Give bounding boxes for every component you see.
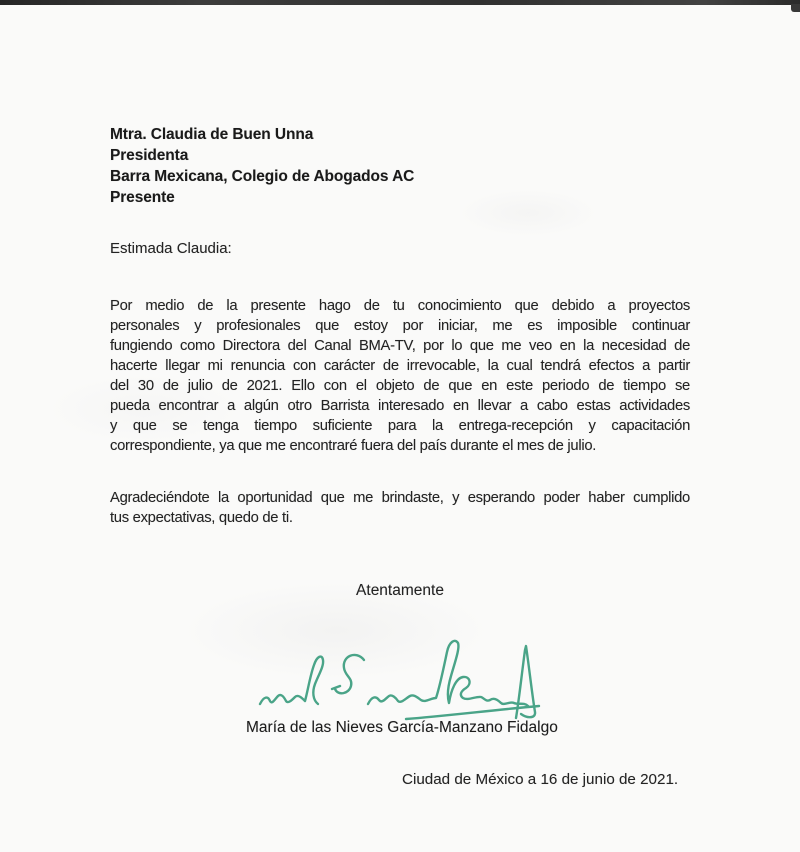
recipient-name: Mtra. Claudia de Buen Unna — [110, 126, 314, 143]
recipient-block — [110, 124, 414, 208]
paragraph-line: y que se tenga tiempo suficiente para la entrega-recepción y capacitación — [110, 418, 690, 434]
signature-ink-strokes — [260, 641, 539, 719]
signatory-name: María de las Nieves García-Manzano Fidalgo — [246, 719, 558, 736]
scan-top-edge-artifact — [0, 0, 800, 5]
scan-corner-artifact — [791, 4, 800, 12]
paragraph-line: tus expectativas, quedo de ti. — [110, 510, 293, 526]
paragraph-line: hacerte llegar mi renuncia con carácter de irrevocable, la cual tendrá efectos a partir — [110, 358, 690, 374]
paragraph-line: correspondiente, ya que me encontraré fuera del país durante el mes de julio. — [110, 438, 597, 454]
body-paragraph-2 — [110, 488, 690, 528]
paragraph-line: pueda encontrar a algún otro Barrista interesado en llevar a cabo estas actividades — [110, 398, 690, 414]
paragraph-line: personales y profesionales que estoy por iniciar, me es imposible continuar — [110, 318, 690, 334]
salutation-text: Estimada Claudia: — [110, 240, 232, 257]
recipient-organization: Barra Mexicana, Colegio de Abogados AC — [110, 168, 415, 185]
recipient-presente: Presente — [110, 189, 175, 206]
paragraph-line: Agradeciéndote la oportunidad que me brindaste, y esperando poder haber cumplido — [110, 490, 690, 506]
recipient-title: Presidenta — [110, 147, 189, 164]
paragraph-line: del 30 de julio de 2021. Ello con el objeto de que en este periodo de tiempo se — [110, 378, 690, 394]
paragraph-line: Por medio de la presente hago de tu conocimiento que debido a proyectos — [110, 298, 690, 314]
date-line: Ciudad de México a 16 de junio de 2021. — [402, 771, 679, 788]
paragraph-line: fungiendo como Directora del Canal BMA-TV, por lo que me veo en la necesidad de — [110, 338, 690, 354]
body-paragraph-1 — [110, 296, 690, 456]
closing-text: Atentamente — [356, 582, 444, 599]
